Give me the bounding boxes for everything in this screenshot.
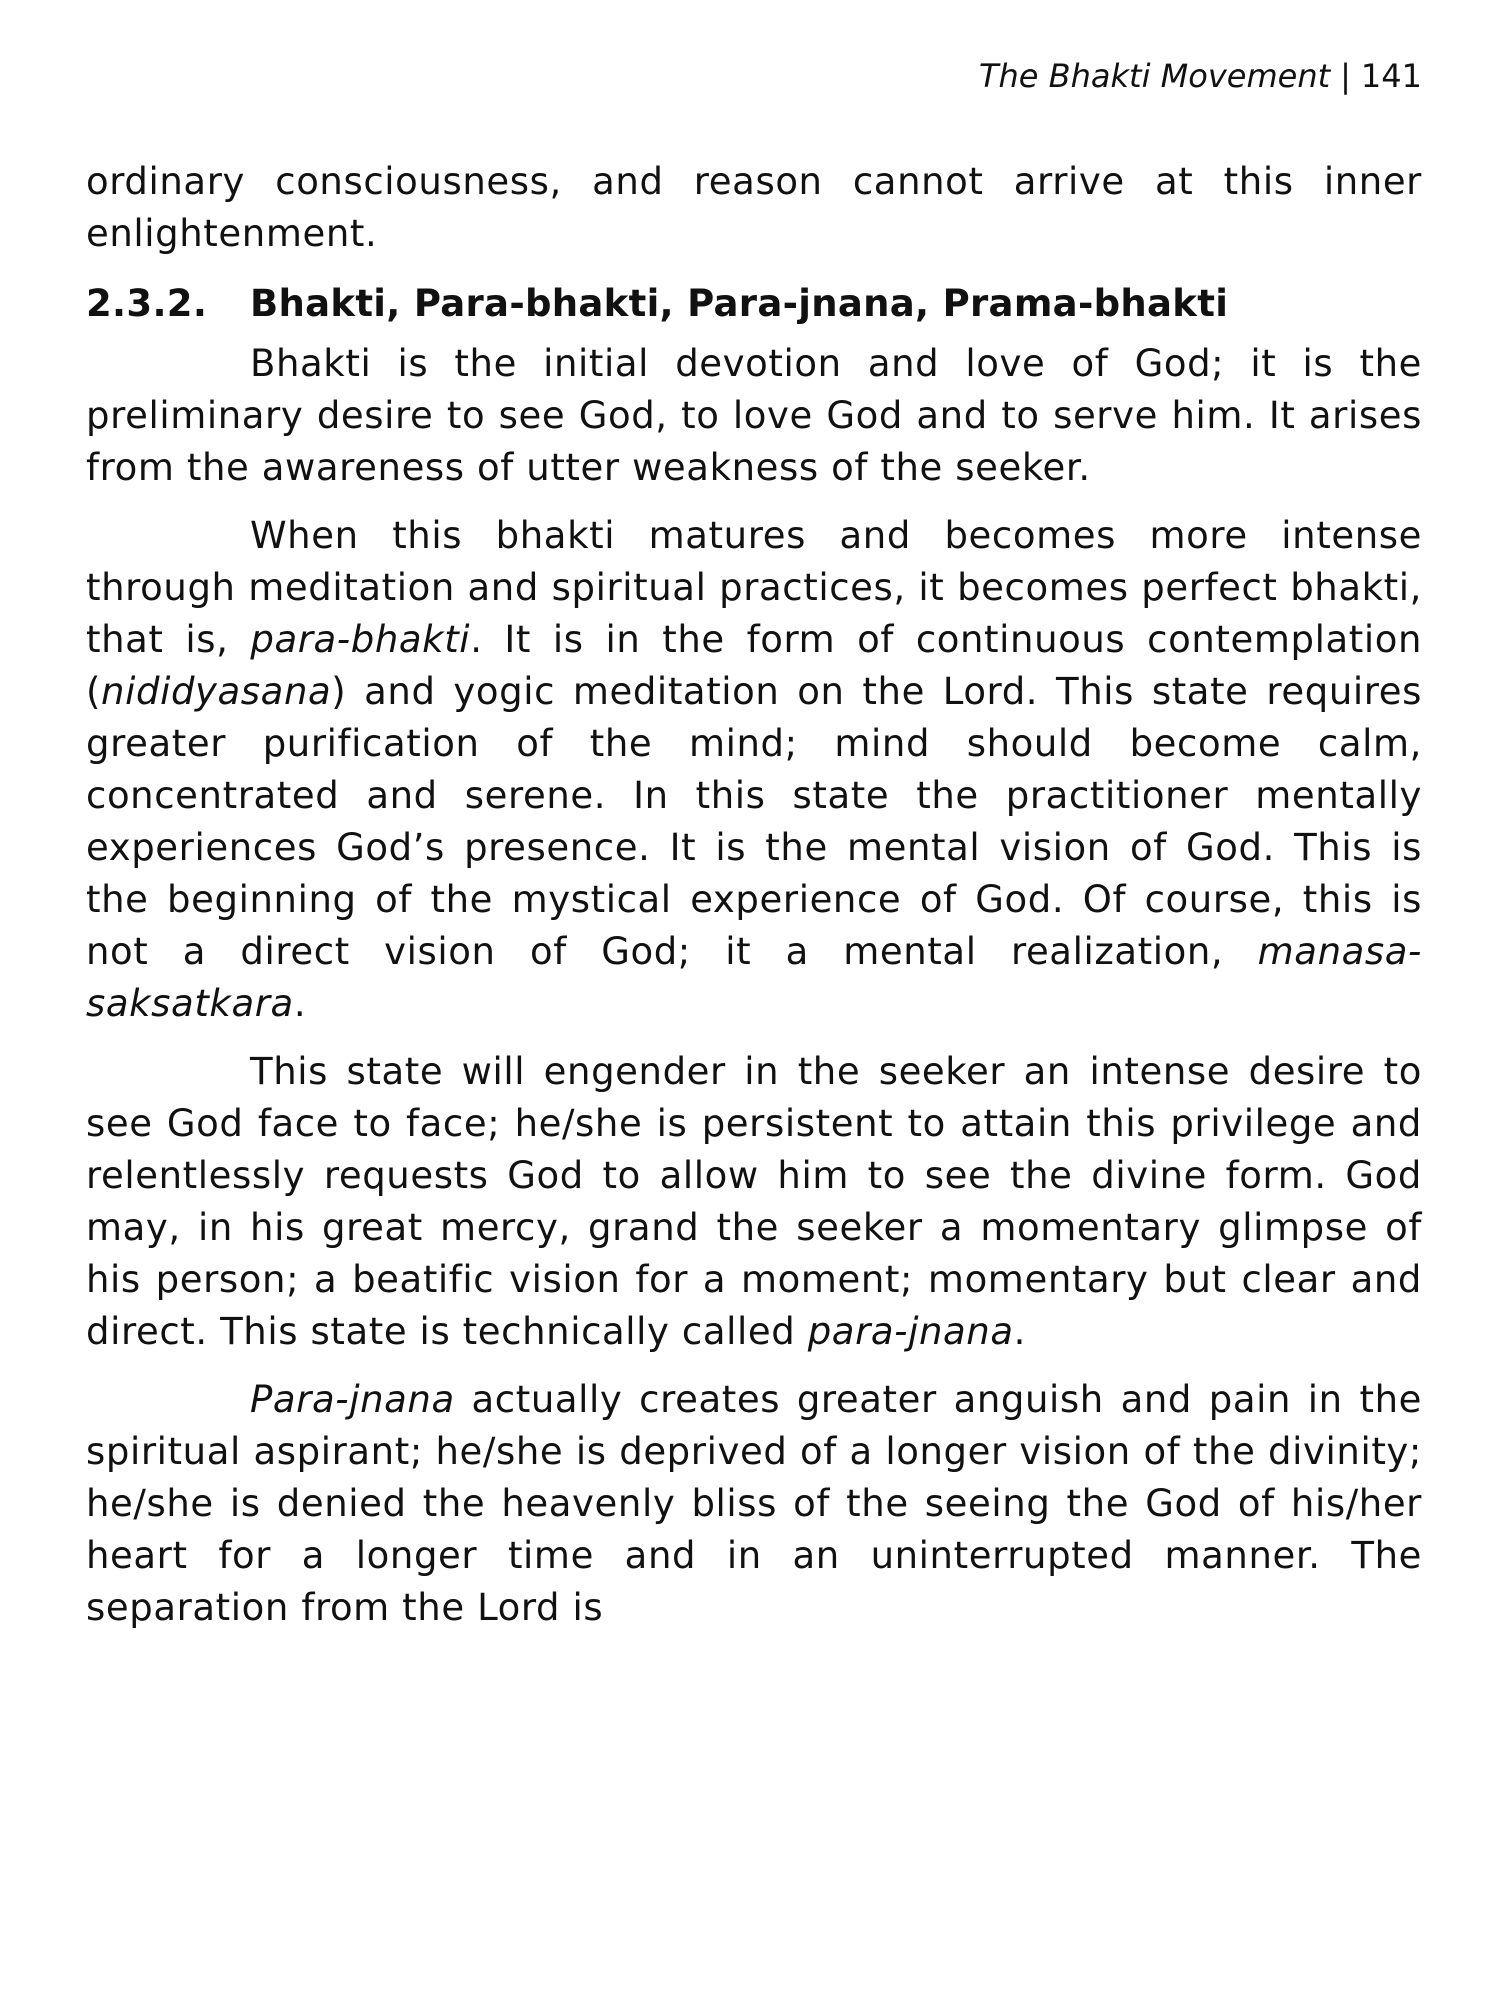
text-run: . bbox=[293, 982, 307, 1025]
paragraph-anguish bbox=[86, 1374, 1422, 1634]
text-run: This state will engender in the seeker an intense desire to see God face to face; he/she is persistent to attain this privilege and relentlessly requests God to allow him to see the divine form. God may, in his great mercy, grand the seeker a momentary glimpse of his person; a beatific vision for a moment; momentary but clear and direct. This state is technically called bbox=[86, 1050, 1422, 1353]
text-run: When this bhakti matures and becomes more intense through meditation and spiritual practices, it becomes perfect bhakti, that is, bbox=[86, 514, 1422, 661]
page-number: 141 bbox=[1360, 57, 1422, 95]
running-header bbox=[979, 56, 1422, 96]
section-number: 2.3.2. bbox=[86, 282, 208, 325]
italic-term-para-jnana-lead: Para-jnana bbox=[250, 1378, 455, 1421]
header-separator: | bbox=[1340, 57, 1351, 95]
section-title: Bhakti, Para-bhakti, Para-jnana, Prama-bhakti bbox=[250, 282, 1229, 325]
book-page bbox=[86, 0, 1422, 2000]
text-run: . It is in the form of continuous contemplation ( bbox=[86, 618, 1422, 713]
text-run: . bbox=[1013, 1310, 1027, 1353]
paragraph-bhakti: Bhakti is the initial devotion and love of God; it is the preliminary desire to see God, to love God and to serve him. It arises from the awareness of utter weakness of the seeker. bbox=[86, 342, 1422, 489]
italic-term-manasa-saksatkara: manasa-saksatkara bbox=[86, 930, 1422, 1025]
page-body bbox=[86, 156, 1422, 1650]
text-run: ) and yogic meditation on the Lord. This state requires greater purification of the mind; mind should become calm, concentrated and serene. In this state the practitioner mentally experiences God’s presence. It is the mental vision of God. This is the beginning of the mystical experience of God. Of course, this is not a direct vision of God; it a mental realization, bbox=[86, 670, 1422, 973]
italic-term-nididyasana: nididyasana bbox=[101, 670, 332, 713]
section-heading bbox=[86, 278, 1422, 330]
text-run: actually creates greater anguish and pain in the spiritual aspirant; he/she is deprived of a longer vision of the divinity; he/she is denied the heavenly bliss of the seeing the God of his/her heart for a longer time and in an uninterrupted manner. The separation from the Lord is bbox=[86, 1378, 1422, 1629]
italic-term-para-jnana: para-jnana bbox=[807, 1310, 1014, 1353]
continued-paragraph: ordinary consciousness, and reason cannot arrive at this inner enlightenment. bbox=[86, 160, 1422, 255]
paragraph-para-bhakti bbox=[86, 510, 1422, 1030]
italic-term-para-bhakti: para-bhakti bbox=[250, 618, 471, 661]
paragraph-para-jnana bbox=[86, 1046, 1422, 1358]
running-title: The Bhakti Movement bbox=[978, 57, 1331, 95]
